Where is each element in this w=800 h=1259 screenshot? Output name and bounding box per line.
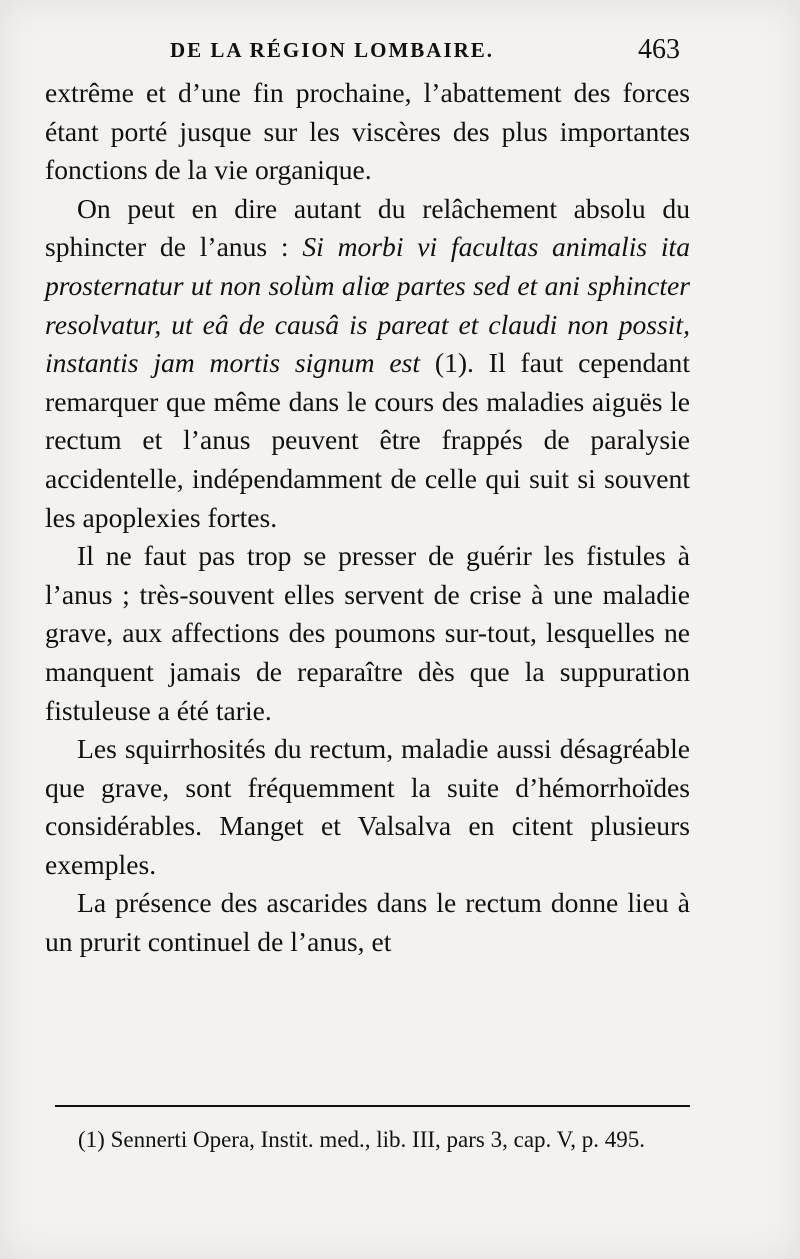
- paragraph-1: [45, 74, 690, 190]
- paragraph-3-text: Il ne faut pas trop se presser de guérir les fistules à l’anus ; très-souvent elles servent de crise à une maladie grave, aux affections des poumons sur-tout, lesquelles ne manquent jamais de reparaître dès que la suppuration fistuleuse a été tarie.: [45, 540, 690, 726]
- paragraph-5-text: La présence des ascarides dans le rectum donne lieu à un prurit continuel de l’anus, et: [45, 887, 690, 958]
- paragraph-4: [45, 730, 690, 884]
- footnote-divider: [55, 1105, 690, 1107]
- paragraph-5: [45, 884, 690, 961]
- body-text: [45, 74, 690, 962]
- paragraph-4-text: Les squirrhosités du rectum, maladie aussi désagréable que grave, sont fréquemment la suite d’hémorrhoïdes considérables. Manget et Valsalva en citent plusieurs exemples.: [45, 733, 690, 880]
- paragraph-1-text: extrême et d’une fin prochaine, l’abattement des forces étant porté jusque sur les viscères des plus importantes fonctions de la vie organique.: [45, 77, 690, 186]
- paragraph-2: [45, 190, 690, 537]
- latin-quotation: Si morbi vi facultas animalis ita prosternatur ut non solùm aliœ partes sed et ani sphincter resolvatur, ut eâ de causâ is pareat et claudi non possit, instantis jam mortis signum est: [45, 231, 691, 379]
- page-header: [45, 34, 690, 74]
- paragraph-3: [45, 537, 690, 730]
- footnote-reference: (1).: [420, 347, 489, 379]
- footnote: [46, 1122, 691, 1158]
- paragraph-2-tail: Il faut cependant remarquer que même dans le cours des maladies aiguës le rectum et l’anus peuvent être frappés de paralysie accidentelle, indépendamment de celle qui suit si souvent les apoplexies fortes.: [45, 347, 690, 533]
- footnote-text: (1) Sennerti Opera, Instit. med., lib. III, pars 3, cap. V, p. 495.: [78, 1127, 646, 1152]
- page-number: 463: [638, 34, 680, 65]
- running-head: DE LA RÉGION LOMBAIRE.: [170, 38, 495, 62]
- paragraph-2-lead: On peut en dire autant du relâchement absolu du sphincter de l’anus :: [45, 192, 690, 263]
